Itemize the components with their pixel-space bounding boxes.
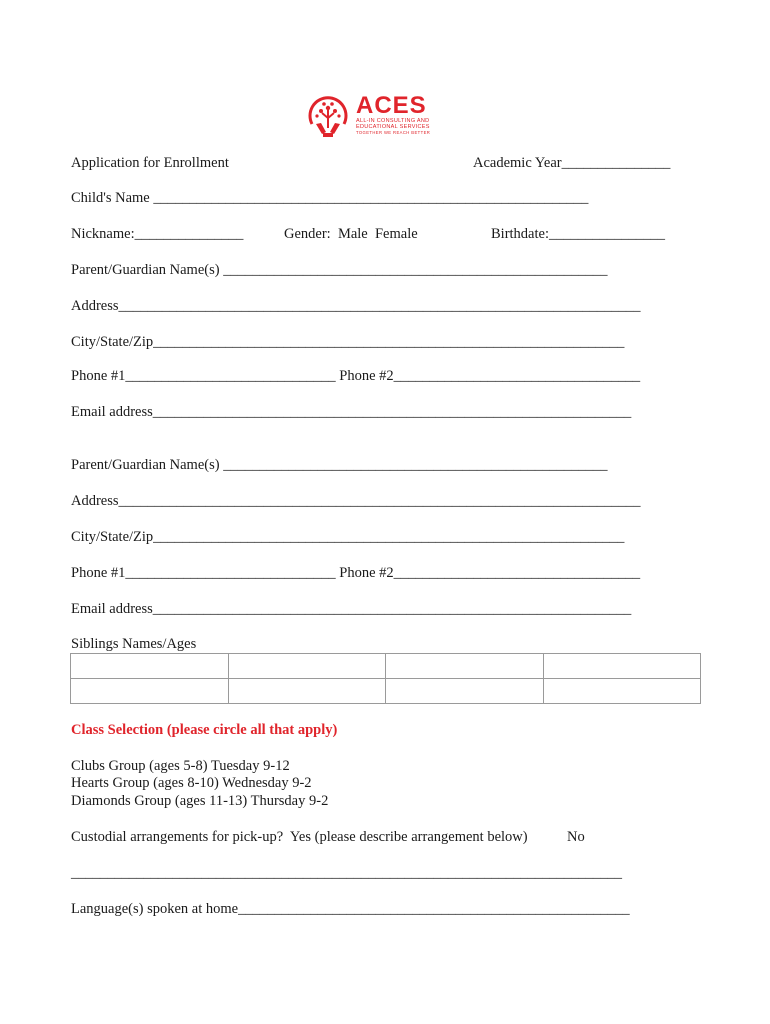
guardian2-address-field[interactable]: Address________________________________________________________________________ xyxy=(71,493,641,509)
academic-year-field[interactable]: Academic Year_______________ xyxy=(473,155,671,171)
childs-name-field[interactable]: Child's Name ____________________________________________________________ xyxy=(71,190,589,206)
guardian2-city-field[interactable]: City/State/Zip_________________________________________________________________ xyxy=(71,529,625,545)
form-title: Application for Enrollment xyxy=(71,155,229,171)
class-option-diamonds[interactable]: Diamonds Group (ages 11-13) Thursday 9-2 xyxy=(71,793,329,809)
table-cell[interactable] xyxy=(71,679,229,704)
siblings-label: Siblings Names/Ages xyxy=(71,636,197,652)
table-cell[interactable] xyxy=(228,654,386,679)
guardian1-address-field[interactable]: Address________________________________________________________________________ xyxy=(71,298,641,314)
custody-question[interactable]: Custodial arrangements for pick-up? Yes (please describe arrangement below) xyxy=(71,829,528,845)
table-cell[interactable] xyxy=(386,654,544,679)
siblings-table xyxy=(70,653,701,704)
guardian2-phone-fields[interactable]: Phone #1_____________________________ Phone #2__________________________________ xyxy=(71,565,641,581)
language-field[interactable]: Language(s) spoken at home______________________________________________________ xyxy=(71,901,630,917)
logo-text xyxy=(356,94,430,136)
tree-with-hands-icon xyxy=(304,94,352,142)
guardian1-name-field[interactable]: Parent/Guardian Name(s) _____________________________________________________ xyxy=(71,262,608,278)
table-cell[interactable] xyxy=(386,679,544,704)
table-cell[interactable] xyxy=(228,679,386,704)
logo-brand: ACES xyxy=(356,92,427,119)
guardian2-email-field[interactable]: Email address__________________________________________________________________ xyxy=(71,601,632,617)
class-selection-heading: Class Selection (please circle all that apply) xyxy=(71,722,338,738)
table-row xyxy=(71,679,701,704)
aces-logo xyxy=(304,94,434,142)
guardian1-city-field[interactable]: City/State/Zip_________________________________________________________________ xyxy=(71,334,625,350)
guardian1-email-field[interactable]: Email address__________________________________________________________________ xyxy=(71,404,632,420)
custody-no-option[interactable]: No xyxy=(567,829,585,845)
table-cell[interactable] xyxy=(543,654,701,679)
guardian1-phone-fields[interactable]: Phone #1_____________________________ Phone #2__________________________________ xyxy=(71,368,641,384)
gender-options[interactable]: Gender: Male Female xyxy=(284,226,418,242)
table-row xyxy=(71,654,701,679)
class-option-hearts[interactable]: Hearts Group (ages 8-10) Wednesday 9-2 xyxy=(71,775,312,791)
logo-subtitle-line2: EDUCATIONAL SERVICES xyxy=(356,124,430,130)
logo-subtitle-line1: ALL-IN CONSULTING AND xyxy=(356,118,430,124)
birthdate-field[interactable]: Birthdate:________________ xyxy=(491,226,665,242)
nickname-field[interactable]: Nickname:_______________ xyxy=(71,226,244,242)
custody-description-line[interactable]: ____________________________________________________________________________ xyxy=(71,865,622,881)
class-option-clubs[interactable]: Clubs Group (ages 5-8) Tuesday 9-12 xyxy=(71,758,290,774)
table-cell[interactable] xyxy=(543,679,701,704)
guardian2-name-field[interactable]: Parent/Guardian Name(s) _____________________________________________________ xyxy=(71,457,608,473)
logo-tagline: TOGETHER WE REACH BETTER xyxy=(356,130,431,135)
table-cell[interactable] xyxy=(71,654,229,679)
